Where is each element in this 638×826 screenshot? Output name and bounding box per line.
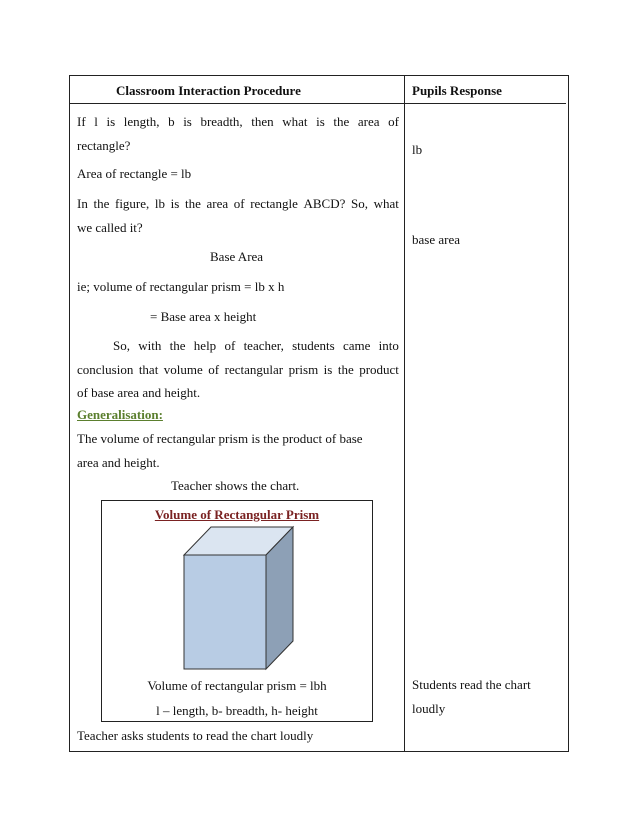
header-divider — [70, 103, 404, 104]
prism-chart — [101, 500, 373, 722]
word: that — [138, 362, 159, 377]
word: the — [184, 196, 201, 211]
word: So, — [350, 196, 368, 211]
word: of — [233, 196, 245, 211]
volume-formula-line1: ie; volume of rectangular prism = lb x h — [77, 279, 285, 294]
word: the — [169, 338, 186, 353]
word: help — [193, 338, 217, 353]
word: of — [224, 338, 236, 353]
conclusion-line3: of base area and height. — [77, 385, 201, 400]
word: So, — [113, 338, 130, 353]
header-procedure: Classroom Interaction Procedure — [116, 83, 301, 98]
word: teacher, — [243, 338, 284, 353]
column-divider — [404, 76, 405, 751]
word: into — [378, 338, 399, 353]
word: is — [316, 114, 325, 129]
base-area-answer: Base Area — [210, 249, 264, 264]
word: product — [359, 362, 399, 377]
prism-front-face — [184, 555, 266, 669]
word: breadth, — [200, 114, 243, 129]
word: students — [292, 338, 335, 353]
word: l — [94, 114, 98, 129]
word: volume — [163, 362, 203, 377]
question-area-line2: rectangle? — [77, 138, 131, 153]
word: the — [337, 362, 354, 377]
word: then — [251, 114, 274, 129]
lesson-table — [69, 75, 569, 752]
word: If — [77, 114, 86, 129]
word: the — [333, 114, 350, 129]
question-base-line1 — [77, 196, 399, 212]
generalisation-line2: area and height. — [77, 455, 160, 470]
chart-dimension-legend: l – length, b- breadth, h- height — [156, 703, 318, 718]
word: length, — [123, 114, 160, 129]
volume-formula-line2: = Base area x height — [150, 309, 257, 324]
generalisation-line1: The volume of rectangular prism is the product of base — [77, 431, 363, 446]
word: rectangle — [250, 196, 298, 211]
conclusion-line2 — [77, 362, 399, 378]
response-read-chart-line1: Students read the chart — [412, 677, 531, 692]
word: ABCD? — [303, 196, 346, 211]
response-lb: lb — [412, 142, 423, 157]
teacher-shows-chart: Teacher shows the chart. — [171, 478, 300, 493]
word: is — [323, 362, 333, 377]
word: area — [206, 196, 229, 211]
word: what — [282, 114, 308, 129]
word: b — [168, 114, 175, 129]
area-formula: Area of rectangle = lb — [77, 166, 192, 181]
word: of — [208, 362, 220, 377]
word: rectangular — [224, 362, 284, 377]
header-pupils-response: Pupils Response — [412, 83, 502, 98]
response-base-area: base area — [412, 232, 460, 247]
word: with — [138, 338, 162, 353]
word: conclusion — [77, 362, 134, 377]
word: came — [342, 338, 371, 353]
question-base-line2: we called it? — [77, 220, 143, 235]
word: prism — [288, 362, 319, 377]
question-area-line1 — [77, 114, 399, 130]
word: the — [93, 196, 110, 211]
word: of — [388, 114, 399, 129]
chart-title: Volume of Rectangular Prism — [154, 507, 320, 522]
word: is — [170, 196, 180, 211]
generalisation-heading: Generalisation: — [77, 407, 163, 422]
word: is — [183, 114, 192, 129]
word: what — [373, 196, 399, 211]
chart-volume-formula: Volume of rectangular prism = lbh — [147, 678, 327, 693]
word: area — [357, 114, 380, 129]
conclusion-line1 — [113, 338, 399, 354]
word: is — [106, 114, 116, 129]
word: lb — [154, 196, 166, 211]
word: In — [77, 196, 88, 211]
response-read-chart-line2: loudly — [412, 701, 446, 716]
closing-instruction: Teacher asks students to read the chart loudly — [77, 728, 314, 743]
header-divider-right — [404, 103, 566, 104]
word: figure, — [114, 196, 150, 211]
